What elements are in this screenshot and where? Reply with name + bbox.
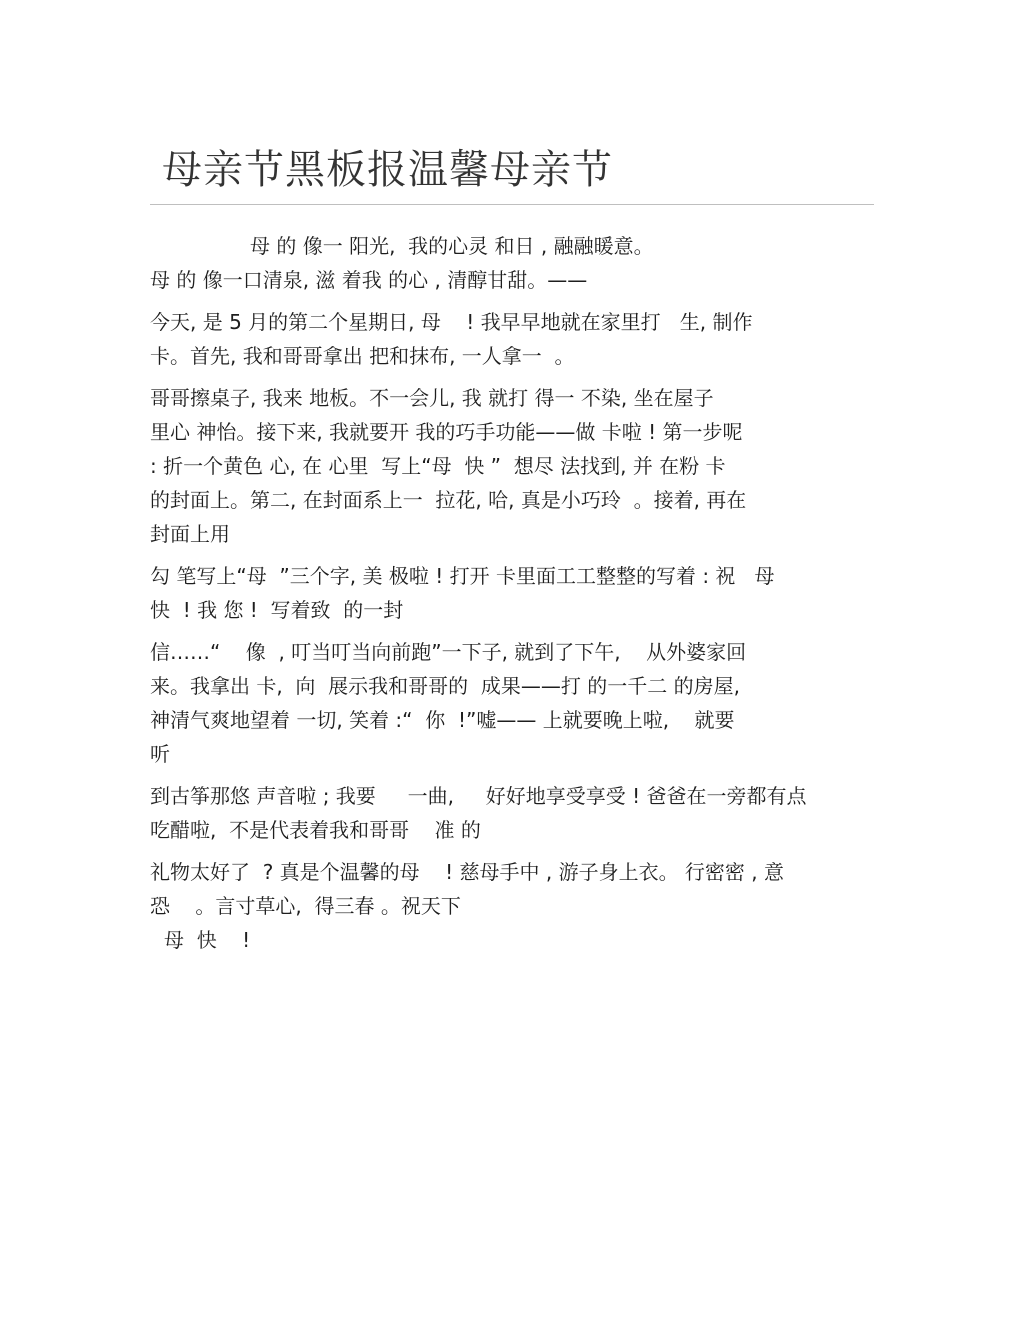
- text-line: 快 ! 我 您 ! 写着致 的一封: [150, 598, 404, 622]
- text-line: 信……“ 像 , 叮当叮当向前跑”一下子, 就到了下午, 从外婆家回: [150, 640, 747, 664]
- text-line: 来。我拿出 卡, 向 展示我和哥哥的 成果——打 的一千二 的房屋,: [150, 674, 740, 698]
- page-title: 母亲节黑板报温馨母亲节: [162, 147, 613, 193]
- text-line: 哥哥擦桌子, 我来 地板。不一会儿, 我 就打 得一 不染, 坐在屋子: [150, 386, 714, 410]
- text-line: 母 的 像一口清泉, 滋 着我 的心 , 清醇甘甜。——: [150, 268, 588, 292]
- text-line: 到古筝那悠 声音啦 ; 我要 一曲, 好好地享受享受 ! 爸爸在一旁都有点: [150, 784, 807, 808]
- paragraph-7: [150, 855, 880, 957]
- text-line: 母 的 像一 阳光, 我的心灵 和日 , 融融暖意。: [250, 234, 654, 258]
- text-line: 今天, 是 5 月的第二个星期日, 母 ! 我早早地就在家里打 生, 制作: [150, 310, 753, 334]
- article-body: [150, 229, 880, 965]
- text-line: : 折一个黄色 心, 在 心里 写上“母 快 ” 想尽 法找到, 并 在粉 卡: [150, 454, 726, 478]
- paragraph-3: [150, 381, 880, 551]
- title-divider: [150, 204, 874, 205]
- text-line: 恐 。言寸草心, 得三春 。祝天下: [150, 894, 461, 918]
- text-line: 吃醋啦, 不是代表着我和哥哥 准 的: [150, 818, 481, 842]
- text-line: 里心 神怡。接下来, 我就要开 我的巧手功能——做 卡啦 ! 第一步呢: [150, 420, 743, 444]
- paragraph-4: [150, 559, 880, 627]
- paragraph-6: [150, 779, 880, 847]
- text-line: 礼物太好了 ? 真是个温馨的母 ! 慈母手中 , 游子身上衣。 行密密 , 意: [150, 860, 784, 884]
- text-line: 神清气爽地望着 一切, 笑着 :“ 你 !”嘘—— 上就要晚上啦, 就要: [150, 708, 735, 732]
- text-line: 卡。首先, 我和哥哥拿出 把和抹布, 一人拿一 。: [150, 344, 575, 368]
- text-line: 听: [150, 742, 170, 766]
- text-line: 母 快 !: [164, 928, 251, 952]
- text-line: 的封面上。第二, 在封面系上一 拉花, 哈, 真是小巧玲 。接着, 再在: [150, 488, 747, 512]
- paragraph-1: [150, 229, 880, 297]
- paragraph-2: [150, 305, 880, 373]
- text-line: 勾 笔写上“母 ”三个字, 美 极啦 ! 打开 卡里面工工整整的写着 : 祝 母: [150, 564, 775, 588]
- text-line: 封面上用: [150, 522, 230, 546]
- paragraph-5: [150, 635, 880, 771]
